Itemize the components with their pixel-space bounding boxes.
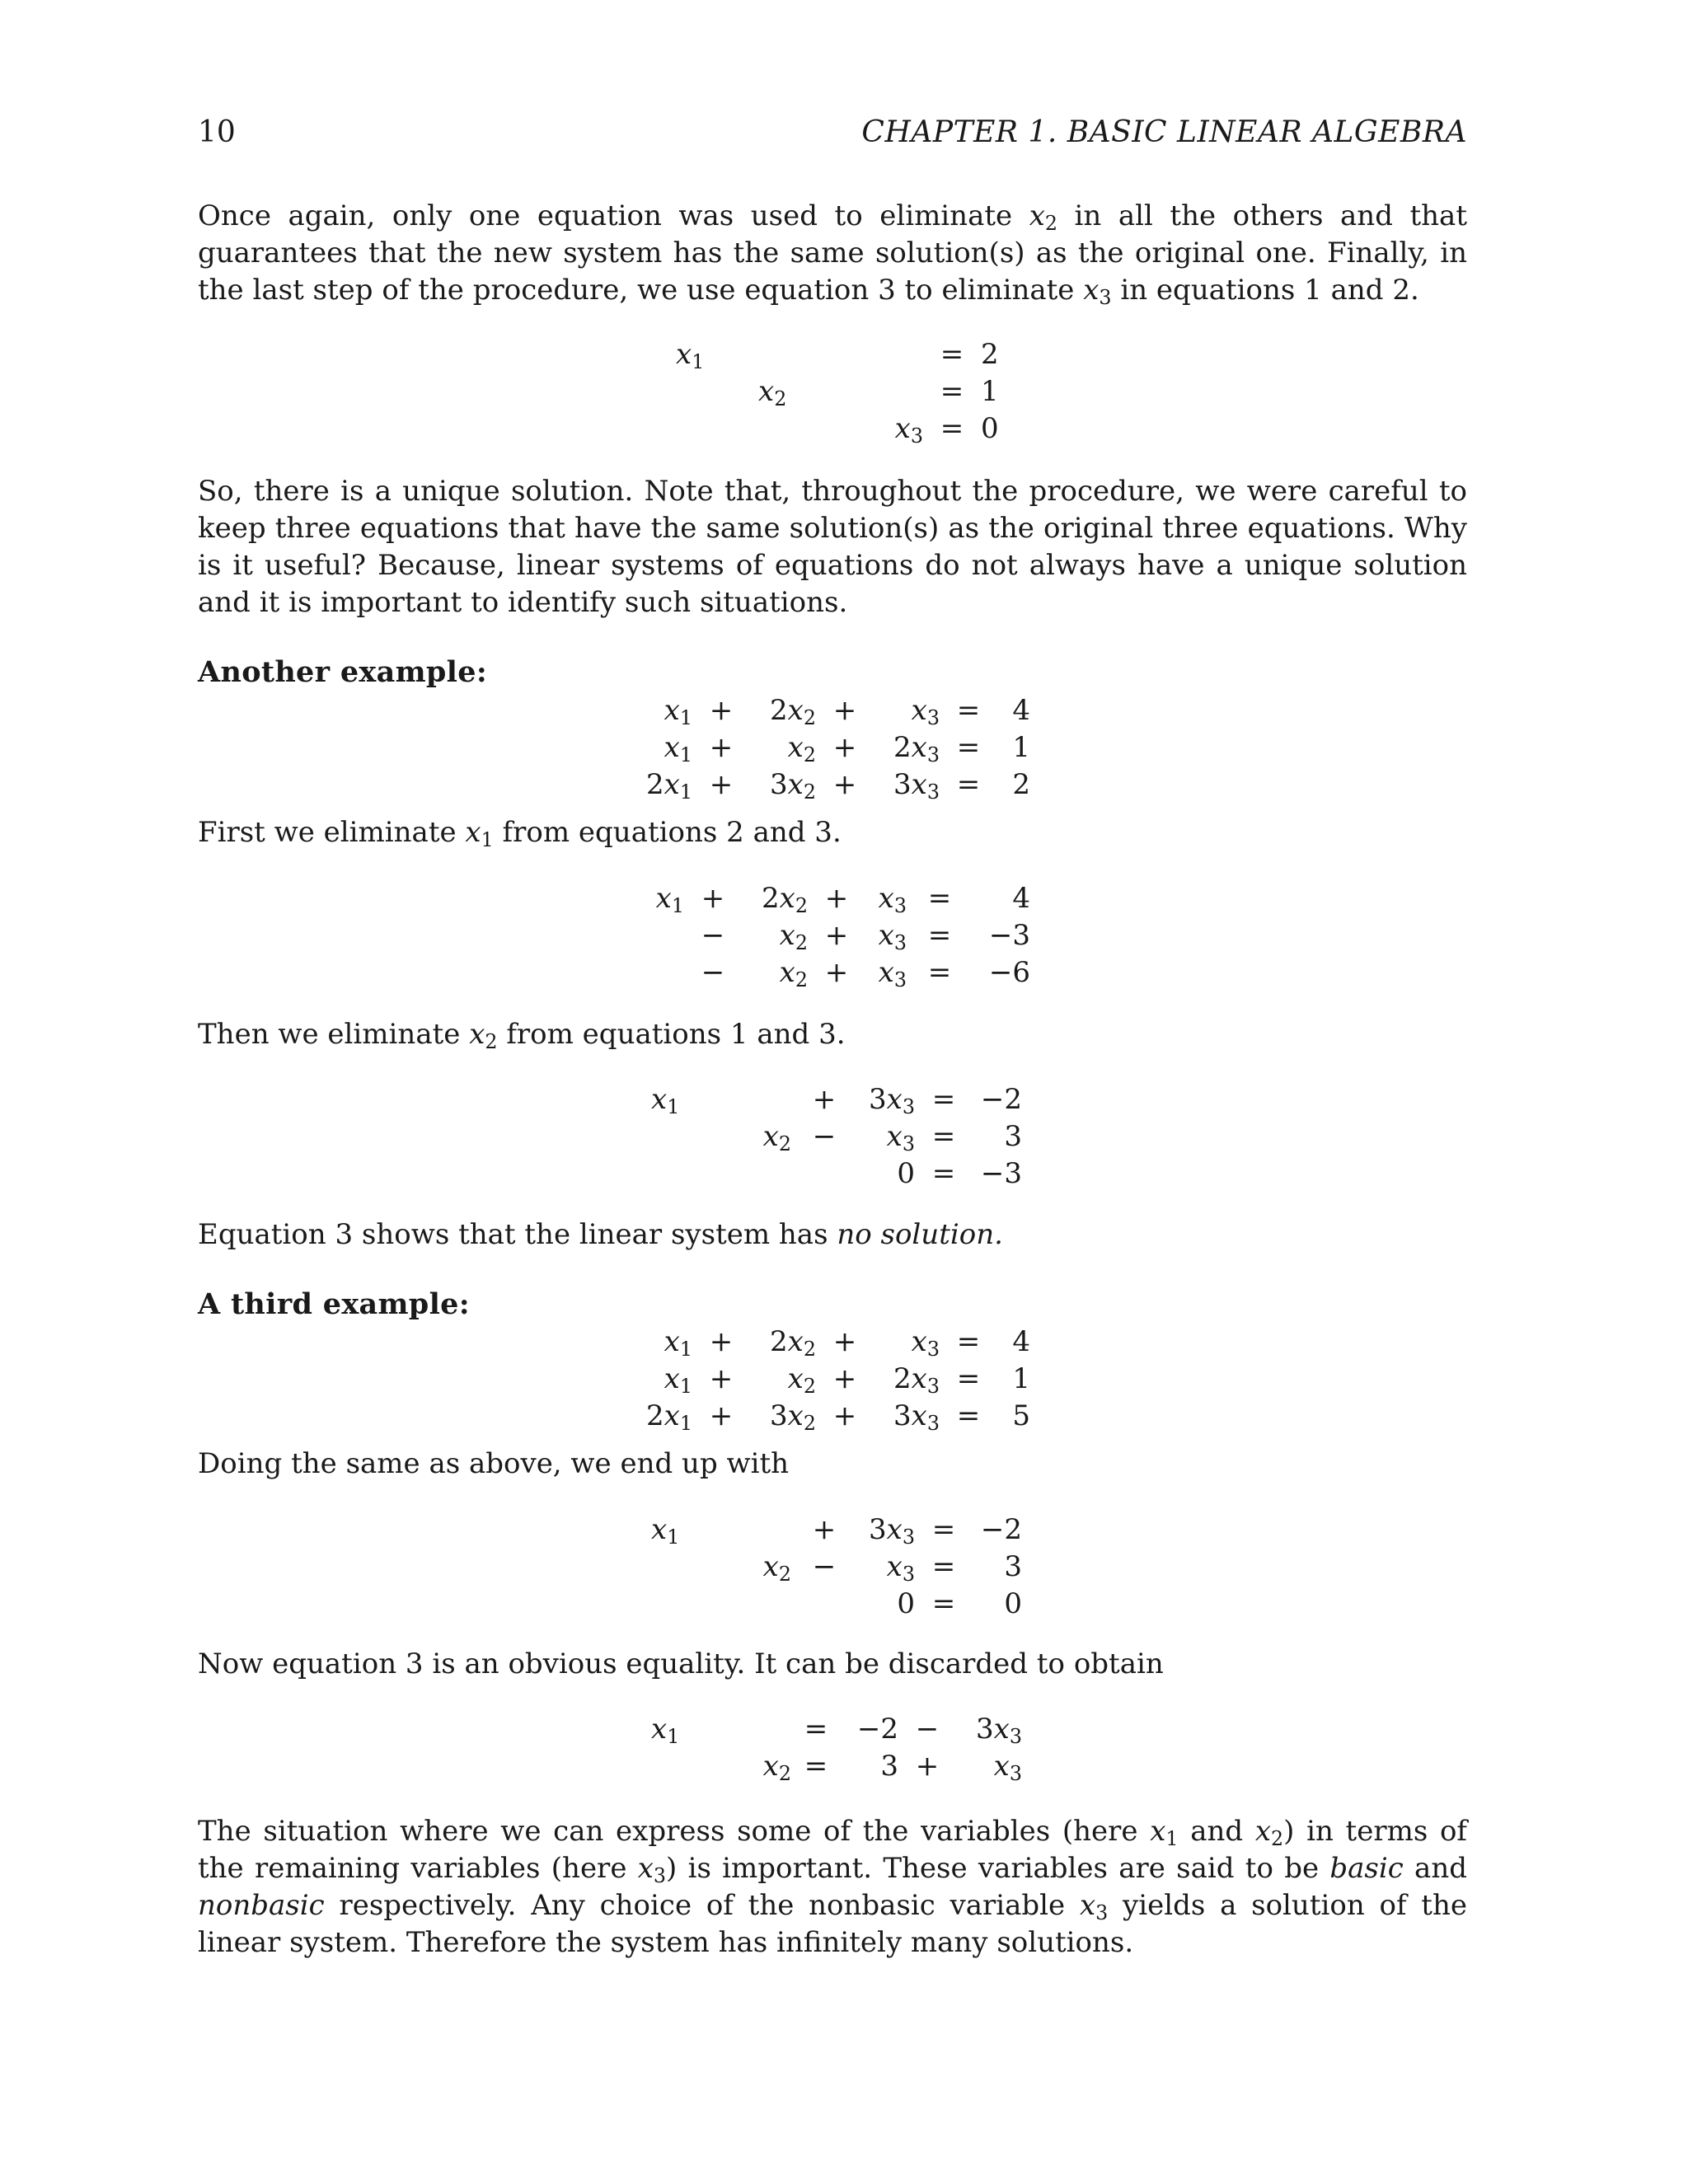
equation-system-basic-form: $x_1$ = −2 − $3x_3$ $x_2$ = 3 + $x_3$	[651, 1713, 1022, 1785]
paragraph-unique-solution: So, there is a unique solution. Note that, throughout the procedure, we were careful to keep three equations that have the same solution(s) as the original three equations. Why is it useful? Because, linear systems of equations do not always have a unique solution and it is important to identify such situations.	[198, 475, 1467, 619]
text-then-eliminate: Then we eliminate $x_2$ from equations 1 and 3.	[198, 1018, 846, 1053]
var-x1: $x_1$	[676, 338, 705, 373]
text-no-solution: Equation 3 shows that the linear system has no solution.	[198, 1218, 1003, 1251]
var-x3: $x_3$	[894, 412, 923, 448]
text-first-eliminate: First we eliminate $x_1$ from equations 2 and 3.	[198, 816, 842, 851]
heading-another-example: Another example:	[198, 655, 488, 689]
equation-system-no-solution: $x_1$ + $3x_3$ = −2 $x_2$ − $x_3$ = 3 0 = −3	[651, 1083, 1022, 1190]
equation-system-reduced: $x_1$ + $3x_3$ = −2 $x_2$ − $x_3$ = 3 0 = 0	[651, 1513, 1022, 1620]
paragraph-basic-nonbasic: The situation where we can express some of the variables (here $x_1$ and $x_2$) in terms of the remaining variables (here $x_3$) is important. These variables are said to be basic and nonbasic respectively. Any choice of the nonbasic variable $x_3$ yields a solution of the linear system. Therefore the system has infinitely many solutions.	[198, 1815, 1467, 1959]
var-x2: $x_2$	[758, 375, 787, 410]
equation-system-third: $x_1$ + $2x_2$ + $x_3$ = 4 $x_1$ + $x_2$ + $2x_3$ = 1 $2x_1$ + $3x_2$ + $3x_3$ = 5	[646, 1325, 1030, 1435]
page-number: 10	[198, 115, 236, 149]
paragraph-intro: Once again, only one equation was used to eliminate $x_2$ in all the others and that guarantees that the new system has the same solution(s) as the original one. Finally, in the last step of the procedure, we use equation 3 to eliminate $x_3$ in equations 1 and 2.	[198, 199, 1467, 309]
text-obvious-equality: Now equation 3 is an obvious equality. It can be discarded to obtain	[198, 1647, 1164, 1680]
heading-third-example: A third example:	[198, 1287, 470, 1321]
equation-system-another: $x_1$ + $2x_2$ + $x_3$ = 4 $x_1$ + $x_2$ + $2x_3$ = 1 $2x_1$ + $3x_2$ + $3x_3$ = 2	[646, 694, 1030, 804]
equation-system-unique: $x_1$ = 2 $x_2$ = 1 $x_3$ = 0	[676, 338, 999, 448]
equation-system-after-step1: $x_1$ + $2x_2$ + $x_3$ = 4 − $x_2$ + $x_3$ = −3 − $x_2$ + $x_3$ = −6	[655, 882, 1030, 991]
text-doing-same: Doing the same as above, we end up with	[198, 1447, 790, 1480]
running-head: CHAPTER 1. BASIC LINEAR ALGEBRA	[861, 115, 1467, 149]
